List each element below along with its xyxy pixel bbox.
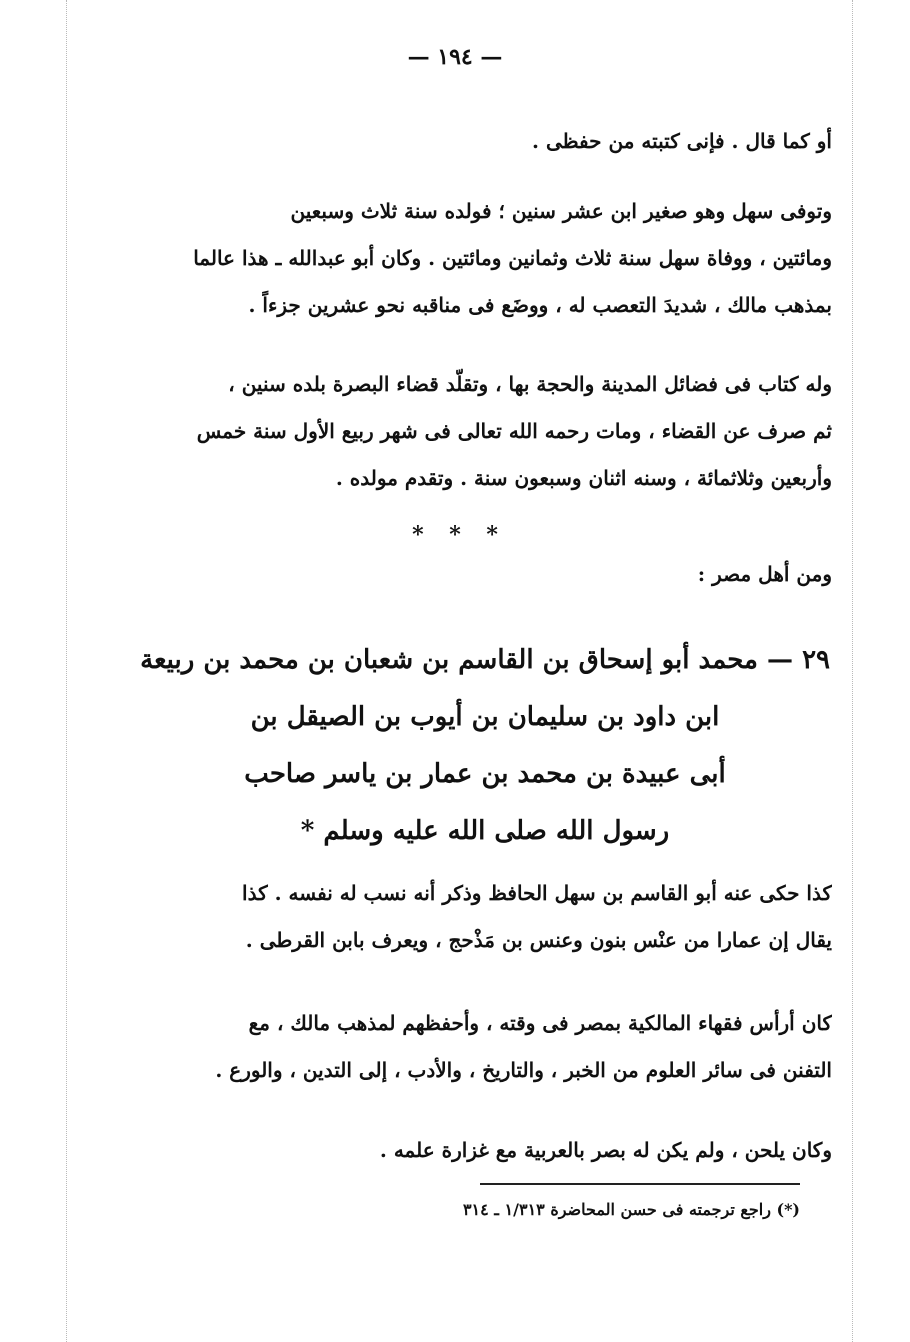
paragraph-5: [118, 1000, 832, 1094]
paragraph-line: وأربعين وثلاثمائة ، وسنه اثنان وسبعون سنة . وتقدم مولده .: [335, 466, 832, 490]
paragraph-2: [118, 188, 832, 329]
paragraph-line: وله كتاب فى فضائل المدينة والحجة بها ، وتقلّد قضاء البصرة بلده سنين ،: [228, 372, 832, 396]
paragraph-line: وكان يلحن ، ولم يكن له بصر بالعربية مع غزارة علمه .: [379, 1138, 832, 1162]
paragraph-line: كان أرأس فقهاء المالكية بمصر فى وقته ، وأحفظهم لمذهب مالك ، مع: [248, 1011, 832, 1035]
right-margin-dotted-line: [852, 0, 853, 1342]
footnote-divider: [480, 1183, 800, 1185]
entry-title-line: ابن داود بن سليمان بن أيوب بن الصيقل بن: [250, 702, 720, 732]
paragraph-6: [118, 1127, 832, 1174]
section-subheading: ومن أهل مصر :: [697, 562, 832, 586]
paragraph-line: ومائتين ، ووفاة سهل سنة ثلاث وثمانين ومائتين . وكان أبو عبدالله ـ هذا عالما: [193, 246, 832, 270]
paragraph-line: وتوفى سهل وهو صغير ابن عشر سنين ؛ فولده سنة ثلاث وسبعين: [290, 199, 832, 223]
paragraph-3: [118, 361, 832, 502]
entry-title-line: أبى عبيدة بن محمد بن عمار بن ياسر صاحب: [244, 759, 726, 789]
paragraph-line: أو كما قال . فإنى كتبته من حفظى .: [532, 129, 832, 153]
paragraph-line: ثم صرف عن القضاء ، ومات رحمه الله تعالى فى شهر ربيع الأول سنة خمس: [196, 419, 832, 443]
entry-title-line: رسول الله صلى الله عليه وسلم *: [300, 816, 670, 846]
paragraph-1: [118, 118, 832, 165]
paragraph-line: كذا حكى عنه أبو القاسم بن سهل الحافظ وذكر أنه نسب له نفسه . كذا: [242, 881, 832, 905]
paragraph-line: التفنن فى سائر العلوم من الخبر ، والتاريخ ، والأدب ، إلى التدين ، والورع .: [215, 1058, 832, 1082]
entry-title-line: ٢٩ — محمد أبو إسحاق بن القاسم بن شعبان بن محمد بن ربيعة: [140, 645, 830, 675]
section-separator-stars: * * *: [412, 522, 498, 548]
left-margin-dotted-line: [66, 0, 67, 1342]
page-number: — ١٩٤ —: [407, 44, 503, 70]
paragraph-line: بمذهب مالك ، شديدَ التعصب له ، ووضَع فى مناقبه نحو عشرين جزءاً .: [248, 293, 832, 317]
footnote: (*) راجع ترجمته فى حسن المحاضرة ١/٣١٣ ـ ٣١٤: [462, 1200, 800, 1219]
paragraph-4: [118, 870, 832, 964]
entry-title: [140, 632, 830, 860]
paragraph-line: يقال إن عمارا من عنْس بنون وعنس بن مَذْحج ، ويعرف بابن القرطى .: [245, 928, 832, 952]
